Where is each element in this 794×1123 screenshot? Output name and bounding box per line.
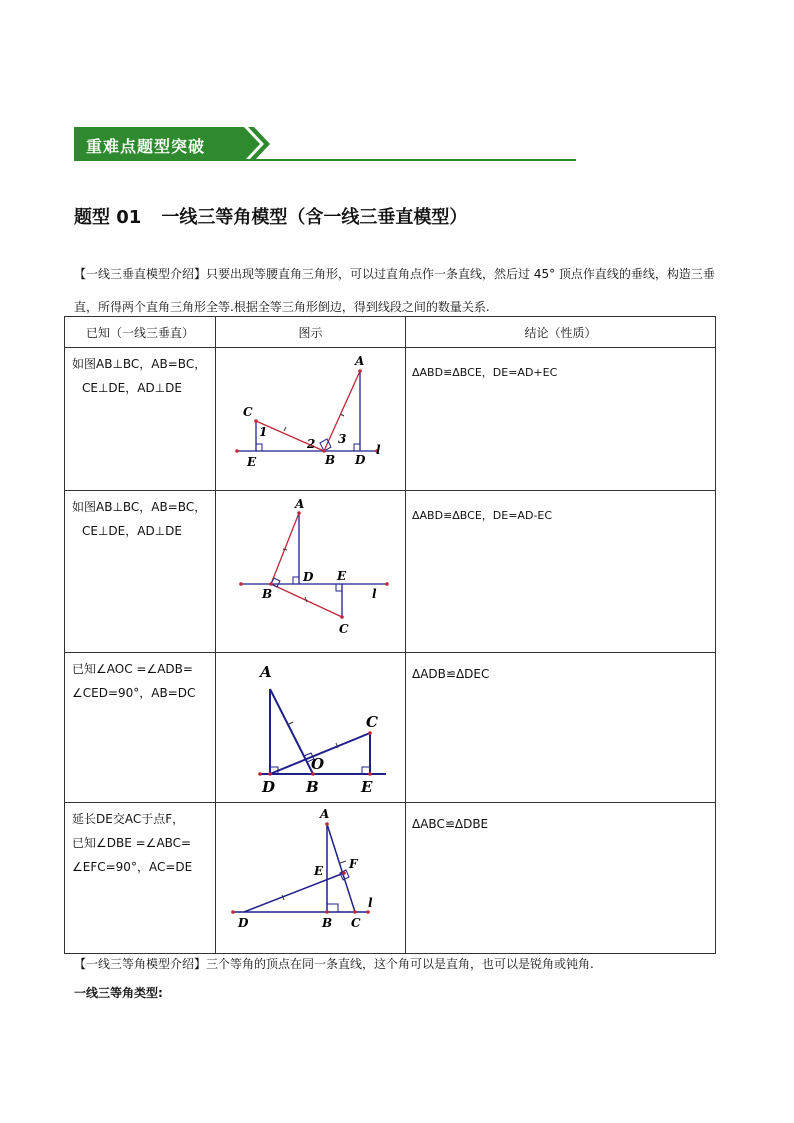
heading-number: 题型 01 [74,207,142,228]
known-line: ∠CED=90°，AB=DC [72,686,196,700]
label-C: C [339,622,349,636]
label-B: B [262,587,273,601]
known-cell [65,653,216,803]
equal-angle-types-heading: 一线三等角类型: [74,986,163,1000]
known-line: CE⊥DE，AD⊥DE [82,381,182,395]
known-line: 如图AB⊥BC，AB=BC， [72,357,207,371]
banner-stripes [224,127,274,161]
table-row [65,491,716,653]
table-row [65,348,716,491]
table-row [65,803,716,954]
equal-angle-intro: 【一线三等角模型介绍】三个等角的顶点在同一条直线，这个角可以是直角，也可以是锐角或钝角. [74,957,594,971]
heading-title: 一线三等角模型（含一线三垂直模型） [161,207,468,228]
label-l: l [372,587,377,601]
label-B: B [306,778,319,796]
known-cell [65,348,216,491]
label-B: B [322,916,333,930]
known-cell [65,803,216,954]
figure-cell [216,348,406,491]
label-E: E [314,864,324,878]
label-A: A [355,354,365,368]
intro-paragraph: 【一线三垂直模型介绍】只要出现等腰直角三角形，可以过直角点作一条直线，然后过 45° 顶点作直线的垂线，构造三垂直，所得两个直角三角形全等.根据全等三角形倒边，得到线段之间的数量关系. [74,267,715,314]
figure-one-line-three-perpendicular-2 [216,491,405,652]
conclusion-text: ΔABD≌ΔBCE，DE=AD+EC [412,366,558,379]
figure-cell [216,653,406,803]
label-A: A [260,663,272,681]
known-line: CE⊥DE，AD⊥DE [82,524,182,538]
section-banner [74,127,274,161]
label-F: F [349,857,358,871]
figure-cell [216,491,406,653]
conclusion-cell [406,348,716,491]
label-C: C [366,713,378,731]
label-2: 2 [307,437,316,451]
label-O: O [311,755,325,773]
label-D: D [355,453,366,467]
conclusion-cell [406,653,716,803]
figure-aoc-right-angle [216,653,405,802]
label-D: D [238,916,249,930]
label-C: C [351,916,361,930]
figure-one-line-three-perpendicular-1 [216,348,405,490]
label-E: E [337,569,347,583]
header-figure: 图示 [216,317,406,348]
label-D: D [262,778,276,796]
label-A: A [295,497,305,511]
conclusion-cell [406,803,716,954]
label-E: E [361,778,373,796]
label-A: A [320,807,330,821]
table-header-row [65,317,716,348]
table-row [65,653,716,803]
conclusion-text: ΔABC≌ΔDBE [412,817,489,831]
label-D: D [303,570,314,584]
known-line: 已知∠DBE =∠ABC= [72,836,192,850]
label-C: C [243,405,253,419]
banner-label: 重难点题型突破 [86,137,206,156]
known-line: 延长DE交AC于点F， [72,812,185,826]
conclusion-text: ΔABD≌ΔBCE，DE=AD-EC [412,509,553,522]
header-conclusion: 结论（性质） [406,317,716,348]
known-line: 已知∠AOC =∠ADB= [72,662,193,676]
figure-cell [216,803,406,954]
header-known: 已知（一线三垂直） [65,317,216,348]
label-l: l [376,443,381,457]
conclusion-cell [406,491,716,653]
label-B: B [325,453,336,467]
model-table [64,316,716,954]
conclusion-text: ΔADB≌ΔDEC [412,667,490,681]
label-E: E [247,455,257,469]
label-l: l [368,896,373,910]
figure-extend-de [216,803,405,953]
known-cell [65,491,216,653]
known-line: ∠EFC=90°，AC=DE [72,860,193,874]
section-heading [74,203,467,229]
label-3: 3 [338,432,347,446]
label-1: 1 [259,425,268,439]
known-line: 如图AB⊥BC，AB=BC， [72,500,207,514]
banner-underline [74,159,576,161]
